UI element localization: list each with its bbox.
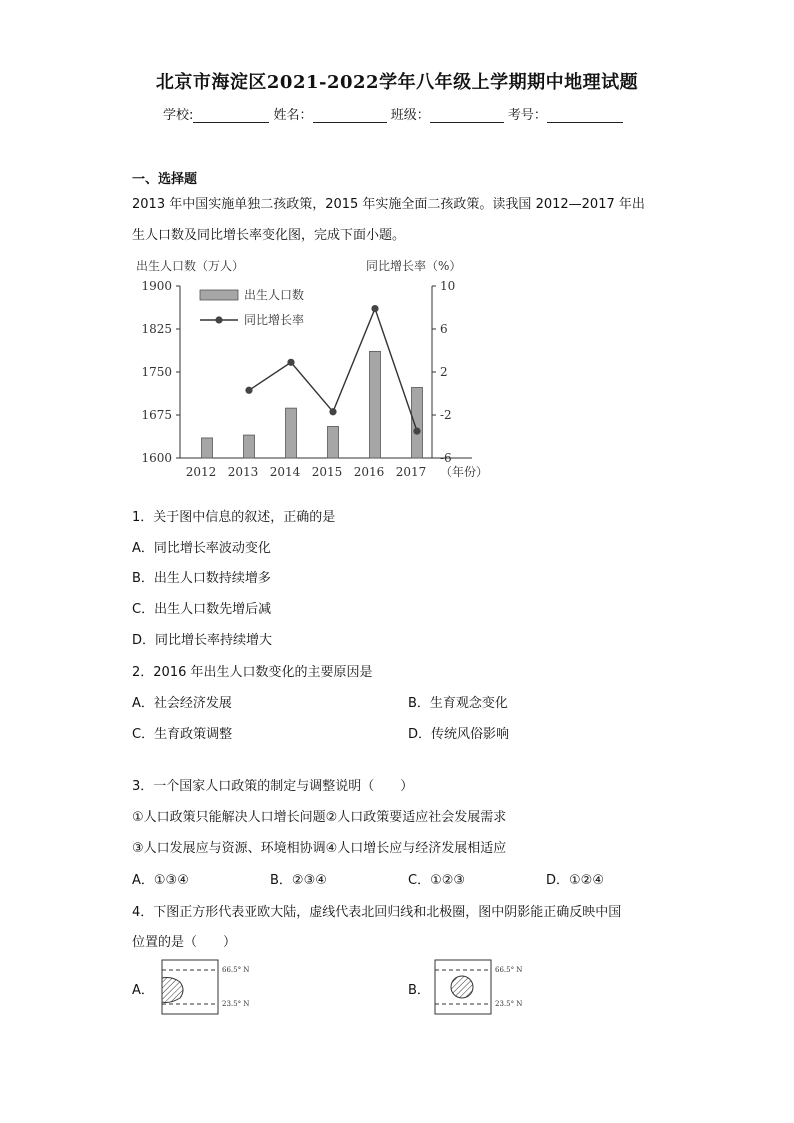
- option-b-map[interactable]: [431, 958, 561, 1018]
- left-tick-label: 1600: [141, 451, 172, 465]
- question-3-option-b[interactable]: B．②③④: [270, 873, 327, 888]
- section-heading: 一、选择题: [132, 172, 198, 187]
- id-blank[interactable]: [547, 108, 623, 123]
- lat-label-top: 66.5° N: [495, 966, 523, 974]
- question-3-line-3: ③人口发展应与资源、环境相协调④人口增长应与经济发展相适应: [132, 841, 507, 856]
- bar-2014: [286, 408, 297, 458]
- legend-line-marker: [215, 316, 222, 323]
- question-1-option-d[interactable]: D．同比增长率持续增大: [132, 633, 273, 648]
- bar-2016: [370, 351, 381, 458]
- bar-2015: [328, 426, 339, 458]
- page-title: 北京市海淀区2021-2022学年八年级上学期期中地理试题: [155, 72, 639, 93]
- question-1-option-a[interactable]: A．同比增长率波动变化: [132, 541, 271, 556]
- question-4-stem: 4．下图正方形代表亚欧大陆，虚线代表北回归线和北极圈，图中阴影能正确反映中国: [132, 905, 622, 920]
- question-2-option-a[interactable]: A．社会经济发展: [132, 696, 232, 711]
- right-tick-label: 10: [440, 279, 456, 293]
- intro-line-1: 2013 年中国实施单独二孩政策，2015 年实施全面二孩政策。读我国 2012—2017 年出: [132, 197, 645, 212]
- right-tick-label: 2: [440, 365, 448, 379]
- lat-label-bottom: 23.5° N: [495, 1000, 523, 1008]
- bar-2013: [244, 435, 255, 458]
- right-axis-title: 同比增长率（%）: [366, 259, 462, 273]
- x-tick-label: 2012: [185, 465, 217, 479]
- x-tick-label: 2015: [311, 465, 343, 479]
- growth-point-2016: [371, 305, 378, 312]
- question-3-option-d[interactable]: D．①②④: [546, 873, 604, 888]
- birth-population-chart: [130, 252, 490, 492]
- bar-2012: [202, 438, 213, 458]
- growth-point-2015: [329, 408, 336, 415]
- legend-bar-swatch: [200, 290, 238, 300]
- lat-label-top: 66.5° N: [222, 966, 250, 974]
- question-3-line-2: ①人口政策只能解决人口增长问题②人口政策要适应社会发展需求: [132, 810, 507, 825]
- question-4-option-b-label[interactable]: B．: [408, 983, 430, 998]
- right-tick-label: 6: [440, 322, 448, 336]
- question-3-stem: 3．一个国家人口政策的制定与调整说明（ ）: [132, 779, 414, 794]
- x-tick-label: 2016: [353, 465, 385, 479]
- legend-line-label: 同比增长率: [244, 313, 305, 327]
- question-1-option-b[interactable]: B．出生人口数持续增多: [132, 571, 271, 586]
- left-tick-label: 1750: [141, 365, 172, 379]
- intro-line-2: 生人口数及同比增长率变化图，完成下面小题。: [132, 228, 406, 243]
- name-label: 姓名：: [273, 108, 313, 123]
- school-blank[interactable]: [193, 108, 269, 123]
- lat-label-bottom: 23.5° N: [222, 1000, 250, 1008]
- question-2-option-b[interactable]: B．生育观念变化: [408, 696, 508, 711]
- question-2-option-d[interactable]: D．传统风俗影响: [408, 727, 510, 742]
- question-1-option-c[interactable]: C．出生人口数先增后减: [132, 602, 272, 617]
- growth-point-2014: [287, 359, 294, 366]
- question-4-line-2: 位置的是（ ）: [132, 935, 237, 950]
- left-tick-label: 1900: [141, 279, 172, 293]
- question-3-option-a[interactable]: A．①③④: [132, 873, 189, 888]
- class-label: 班级：: [390, 108, 430, 123]
- china-shaded-area: [451, 976, 473, 998]
- id-label: 考号：: [507, 108, 547, 123]
- growth-point-2013: [245, 387, 252, 394]
- x-tick-label: 2014: [269, 465, 301, 479]
- question-2-stem: 2．2016 年出生人口数变化的主要原因是: [132, 665, 373, 680]
- student-info-line: [163, 104, 623, 123]
- x-tick-label: 2017: [395, 465, 427, 479]
- left-axis-title: 出生人口数（万人）: [136, 259, 245, 273]
- right-tick-label: -2: [440, 408, 452, 422]
- question-1-stem: 1．关于图中信息的叙述，正确的是: [132, 510, 336, 525]
- left-tick-label: 1675: [141, 408, 172, 422]
- option-a-map[interactable]: [158, 958, 288, 1018]
- question-2-option-c[interactable]: C．生育政策调整: [132, 727, 233, 742]
- growth-point-2017: [413, 428, 420, 435]
- x-axis-unit: （年份）: [440, 465, 489, 479]
- name-blank[interactable]: [313, 108, 387, 123]
- class-blank[interactable]: [430, 108, 504, 123]
- right-tick-label: -6: [440, 451, 452, 465]
- x-tick-label: 2013: [227, 465, 259, 479]
- left-tick-label: 1825: [141, 322, 172, 336]
- question-4-option-a-label[interactable]: A．: [132, 983, 154, 998]
- bar-2017: [412, 387, 423, 458]
- question-3-option-c[interactable]: C．①②③: [408, 873, 466, 888]
- school-label: 学校:: [163, 108, 194, 123]
- legend-bar-label: 出生人口数: [244, 288, 305, 302]
